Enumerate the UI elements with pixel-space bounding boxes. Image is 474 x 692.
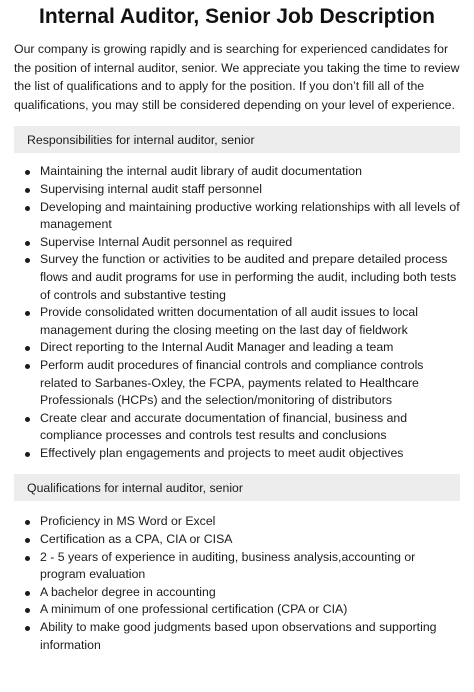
list-item: [14, 357, 460, 410]
intro-paragraph: Our company is growing rapidly and is searching for experienced candidates for the position of internal auditor, senior. We appreciate you taking the time to review the list of qualifications and to apply for the position. If you don’t fill all of the qualifications, you may still be considered depending on your level of experience.: [14, 42, 460, 112]
list-item-text: Ability to make good judgments based upon observations and supporting information: [40, 620, 437, 652]
bullet-icon: [25, 170, 30, 175]
list-item-text: Proficiency in MS Word or Excel: [40, 514, 216, 529]
list-item: [14, 199, 460, 234]
list-item-text: Create clear and accurate documentation of financial, business and compliance processes and controls test results and conclusions: [40, 410, 408, 443]
list-item-text: Survey the function or activities to be audited and prepare detailed process flows and audit programs for use in performing the audit, including both tests of controls and substantive testing: [40, 252, 457, 302]
list-item-text: 2 - 5 years of experience in auditing, business analysis,accounting or program evaluation: [40, 549, 416, 582]
list-item-text: A minimum of one professional certification (CPA or CIA): [40, 602, 348, 617]
bullet-icon: [25, 311, 30, 316]
bullet-icon: [25, 520, 30, 525]
bullet-icon: [25, 206, 30, 211]
list-item-text: Certification as a CPA, CIA or CISA: [40, 532, 233, 547]
list-item: [14, 619, 460, 654]
list-item: [14, 304, 460, 339]
responsibilities-list: [14, 163, 460, 462]
qualifications-heading: Qualifications for internal auditor, senior: [14, 474, 460, 501]
list-item-text: Supervise Internal Audit personnel as required: [40, 234, 293, 249]
list-item: [14, 181, 460, 199]
bullet-icon: [25, 364, 30, 369]
bullet-icon: [25, 556, 30, 561]
list-item: [14, 251, 460, 304]
list-item: [14, 339, 460, 357]
bullet-icon: [25, 591, 30, 596]
list-item: [14, 549, 460, 584]
list-item: [14, 445, 460, 463]
bullet-icon: [25, 188, 30, 193]
qualifications-list: [14, 513, 460, 654]
list-item: [14, 531, 460, 549]
list-item: [14, 584, 460, 602]
list-item: [14, 234, 460, 252]
list-item-text: Direct reporting to the Internal Audit Manager and leading a team: [40, 340, 394, 355]
page-title: Internal Auditor, Senior Job Description: [39, 5, 435, 28]
bullet-icon: [25, 452, 30, 457]
list-item-text: Effectively plan engagements and projects to meet audit objectives: [40, 445, 404, 460]
list-item: [14, 410, 460, 445]
list-item-text: Perform audit procedures of financial controls and compliance controls related to Sarbanes-Oxley, the FCPA, payments related to Healthcare Professionals (HCPs) and the selection/monitoring of distributors: [40, 357, 424, 408]
list-item-text: Maintaining the internal audit library of audit documentation: [40, 164, 362, 179]
bullet-icon: [25, 241, 30, 246]
list-item: [14, 601, 460, 619]
list-item-text: Supervising internal audit staff personnel: [40, 181, 262, 196]
bullet-icon: [25, 608, 30, 613]
list-item-text: A bachelor degree in accounting: [40, 584, 216, 599]
list-item: [14, 163, 460, 181]
bullet-icon: [25, 258, 30, 263]
list-item-text: Developing and maintaining productive working relationships with all levels of management: [40, 199, 460, 232]
responsibilities-heading: Responsibilities for internal auditor, senior: [14, 126, 460, 153]
bullet-icon: [25, 538, 30, 543]
list-item-text: Provide consolidated written documentation of all audit issues to local management during the closing meeting on the last day of fieldwork: [40, 305, 419, 337]
list-item: [14, 513, 460, 531]
bullet-icon: [25, 626, 30, 631]
bullet-icon: [25, 346, 30, 351]
bullet-icon: [25, 417, 30, 422]
